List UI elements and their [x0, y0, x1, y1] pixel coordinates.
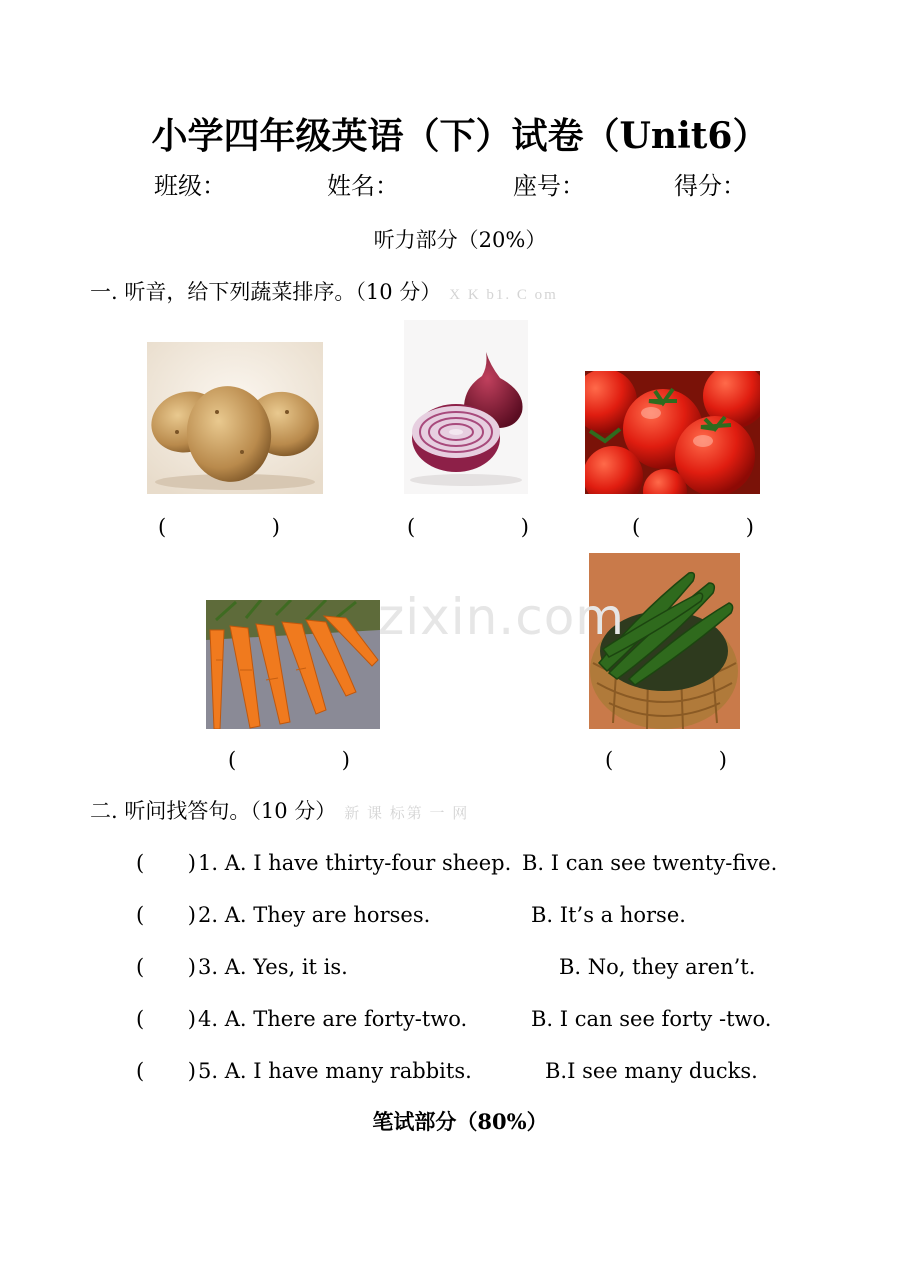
- answer-blank-onion[interactable]: [407, 512, 529, 542]
- answer-blank-cucumber[interactable]: [605, 745, 727, 775]
- paren-open: (: [632, 515, 641, 539]
- paren-open: (: [136, 1059, 145, 1083]
- question-1-option-b: B. I can see twenty-five.: [522, 851, 778, 875]
- question-number: 3.: [198, 955, 219, 979]
- question-2-option-b: B. It’s a horse.: [531, 903, 686, 927]
- carrot-image: [206, 600, 380, 729]
- paren-open: (: [136, 1007, 145, 1031]
- paren-open: (: [407, 515, 416, 539]
- paren-open: (: [605, 748, 614, 772]
- question-number: 4.: [198, 1007, 219, 1031]
- paren-open: (: [228, 748, 237, 772]
- paren-close: ): [187, 1059, 196, 1083]
- paren-close: ): [187, 955, 196, 979]
- question-number: 2.: [198, 903, 219, 927]
- paren-close: ): [718, 748, 727, 772]
- option-a-text: A. Yes, it is.: [224, 955, 348, 979]
- section2-watermark: 新 课 标第 一 网: [344, 806, 470, 822]
- question-4-option-a: [198, 1004, 467, 1034]
- paren-close: ): [187, 903, 196, 927]
- zixin-watermark: zixin.com: [378, 588, 625, 646]
- paren-open: (: [136, 851, 145, 875]
- option-a-text: A. There are forty-two.: [224, 1007, 468, 1031]
- question-3-option-a: [198, 952, 348, 982]
- question-1-option-a: [198, 848, 511, 878]
- potato-image: [147, 342, 323, 494]
- section1-watermark: X K b1. C om: [449, 287, 558, 303]
- answer-blank-carrot[interactable]: [228, 745, 350, 775]
- question-blank-3[interactable]: [136, 952, 196, 982]
- answer-blank-tomato[interactable]: [632, 512, 754, 542]
- paren-close: ): [341, 748, 350, 772]
- paren-close: ): [187, 1007, 196, 1031]
- class-label: 班级：: [154, 172, 226, 200]
- option-a-text: A. I have thirty-four sheep.: [224, 851, 512, 875]
- page-title: 小学四年级英语（下）试卷（Unit6）: [151, 115, 769, 157]
- paren-close: ): [745, 515, 754, 539]
- question-blank-2[interactable]: [136, 900, 196, 930]
- option-a-text: A. They are horses.: [224, 903, 431, 927]
- question-blank-5[interactable]: [136, 1056, 196, 1086]
- section1-heading: [90, 277, 558, 310]
- question-5-option-b: B.I see many ducks.: [545, 1059, 758, 1083]
- question-2-option-a: [198, 900, 430, 930]
- paren-open: (: [158, 515, 167, 539]
- section2-heading: [90, 796, 469, 829]
- written-header: 笔试部分（80%）: [372, 1109, 548, 1134]
- listening-header: 听力部分（20%）: [373, 228, 547, 252]
- paren-close: ): [187, 851, 196, 875]
- question-4-option-b: B. I can see forty -two.: [531, 1007, 772, 1031]
- paren-open: (: [136, 903, 145, 927]
- question-number: 1.: [198, 851, 219, 875]
- name-label: 姓名：: [327, 172, 399, 200]
- question-blank-1[interactable]: [136, 848, 196, 878]
- option-a-text: A. I have many rabbits.: [224, 1059, 472, 1083]
- answer-blank-potato[interactable]: [158, 512, 280, 542]
- question-number: 5.: [198, 1059, 219, 1083]
- paren-close: ): [520, 515, 529, 539]
- question-5-option-a: [198, 1056, 472, 1086]
- paren-open: (: [136, 955, 145, 979]
- section2-heading-text: 二. 听问找答句。（10 分）: [90, 799, 337, 823]
- score-label: 得分：: [674, 172, 746, 200]
- tomato-image: [585, 371, 760, 494]
- seat-label: 座号：: [513, 172, 585, 200]
- onion-image: [404, 320, 528, 494]
- question-3-option-b: B. No, they aren’t.: [559, 955, 756, 979]
- section1-heading-text: 一. 听音，给下列蔬菜排序。（10 分）: [90, 280, 442, 304]
- paren-close: ): [271, 515, 280, 539]
- question-blank-4[interactable]: [136, 1004, 196, 1034]
